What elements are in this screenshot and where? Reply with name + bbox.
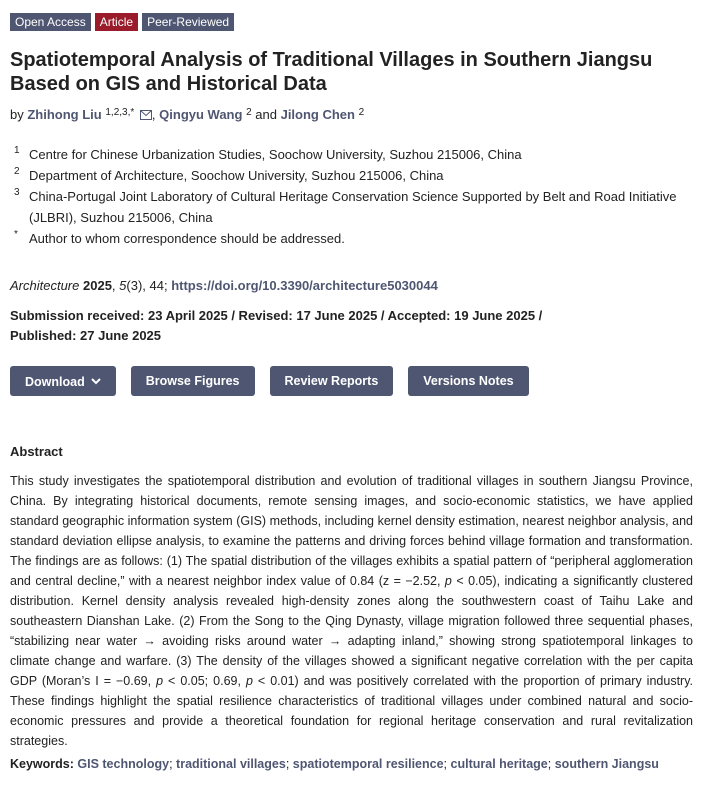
author-link-jilong-chen[interactable]: Jilong Chen xyxy=(280,107,355,122)
author-affil-sup: 1,2,3,* xyxy=(105,107,135,118)
citation-year: 2025 xyxy=(83,278,112,293)
affiliation-text: Author to whom correspondence should be addressed. xyxy=(29,231,345,246)
and-label: and xyxy=(255,107,277,122)
download-label: Download xyxy=(25,375,85,389)
affiliation-number: 2 xyxy=(14,166,20,177)
affiliation-item xyxy=(14,144,704,165)
affiliation-text: Centre for Chinese Urbanization Studies, Soochow University, Suzhou 215006, China xyxy=(29,147,522,162)
open-access-badge[interactable]: Open Access xyxy=(10,13,91,31)
journal-name: Architecture xyxy=(10,278,80,293)
email-icon[interactable] xyxy=(140,107,152,125)
chevron-down-icon xyxy=(91,366,101,396)
affiliation-item xyxy=(14,228,704,249)
peer-reviewed-badge[interactable]: Peer-Reviewed xyxy=(142,13,234,31)
keyword-link[interactable]: GIS technology xyxy=(77,757,170,771)
author-list xyxy=(10,106,364,125)
doi-link[interactable]: https://doi.org/10.3390/architecture5030044 xyxy=(171,278,438,293)
author-affil-sup: 2 xyxy=(358,107,365,118)
author-link-qingyu-wang[interactable]: Qingyu Wang xyxy=(159,107,243,122)
badge-row xyxy=(10,13,234,31)
keyword-separator: ; xyxy=(443,757,448,771)
author-affil-sup: 2 xyxy=(246,107,252,118)
affiliation-text: China-Portugal Joint Laboratory of Cultural Heritage Conservation Science Supported by Belt and Road Initiative (JLBRI), Suzhou 215006, China xyxy=(29,189,677,225)
citation-issue: (3) xyxy=(126,278,143,293)
citation-volume: 5 xyxy=(119,278,127,293)
keyword-link[interactable]: spatiotemporal resilience xyxy=(292,757,444,771)
versions-notes-button[interactable]: Versions Notes xyxy=(408,366,528,396)
keyword-link[interactable]: cultural heritage xyxy=(450,757,548,771)
keywords-label: Keywords: xyxy=(10,757,74,771)
abstract-part: < 0.05), indicating a significantly clustered distribution. Kernel density analysis revealed high-density zones along the southwestern coast of Taihu Lake and southeastern Dianshan Lake. (2) From the Song to the Qing Dynasty, village migration followed three sequential phases, “stabilizing near water → avoiding risks around water → adapting inland,” showing strong spatiotemporal linkages to climate change and warfare. (3) The density of the villages showed a significant negative correlation with the per capita GDP (Moran’s I = −0.69, xyxy=(10,574,693,688)
affiliation-text: Department of Architecture, Soochow University, Suzhou 215006, China xyxy=(29,168,444,183)
article-type-badge: Article xyxy=(95,13,138,31)
abstract-heading: Abstract xyxy=(10,444,63,459)
p-symbol: p xyxy=(156,674,164,688)
keyword-link[interactable]: southern Jiangsu xyxy=(554,757,659,771)
affiliation-item xyxy=(14,165,704,186)
affiliation-list xyxy=(14,144,704,249)
affiliation-number: * xyxy=(14,229,18,240)
keyword-link[interactable]: traditional villages xyxy=(176,757,286,771)
affiliation-number: 1 xyxy=(14,145,20,156)
keyword-separator: ; xyxy=(547,757,552,771)
abstract-part: < 0.05; 0.69, xyxy=(163,674,246,688)
citation-line: Architecture 2025, 5(3), 44; https://doi.org/10.3390/architecture5030044 xyxy=(10,278,438,293)
citation-article: , 44; xyxy=(142,278,172,293)
download-button[interactable] xyxy=(10,366,116,396)
browse-figures-button[interactable]: Browse Figures xyxy=(131,366,255,396)
abstract-part: This study investigates the spatiotemporal distribution and evolution of traditional villages in southern Jiangsu Province, China. By integrating historical documents, remote sensing images, and socio-economic statistics, we have applied standard geographic information system (GIS) methods, including kernel density estimation, nearest neighbor analysis, and standard deviation ellipse analysis, to examine the patterns and driving forces behind village formation and transformation. The findings are as follows: (1) The spatial distribution of the villages exhibits a spatial pattern of “peripheral agglomeration and central decline,” with a nearest neighbor index value of 0.84 (z = −2.52, xyxy=(10,474,693,588)
by-label: by xyxy=(10,107,24,122)
affiliation-item xyxy=(14,186,704,228)
keyword-separator: ; xyxy=(285,757,290,771)
keywords-line xyxy=(10,754,693,774)
keyword-separator: ; xyxy=(169,757,173,771)
abstract-text xyxy=(10,471,693,751)
action-button-row xyxy=(10,366,529,396)
affiliation-number: 3 xyxy=(14,187,20,198)
article-title: Spatiotemporal Analysis of Traditional Villages in Southern Jiangsu Based on GIS and Historical Data xyxy=(10,49,653,95)
author-comma: , xyxy=(151,107,156,122)
publication-dates: Submission received: 23 April 2025 / Revised: 17 June 2025 / Accepted: 19 June 2025 / Published: 27 June 2025 xyxy=(10,308,543,343)
abstract-part: < 0.01) and was positively correlated with the proportion of primary industry. These findings highlight the spatial resilience characteristics of traditional villages under combined natural and socio-economic pressures and provide a theoretical foundation for regional heritage conservation and rural revitalization strategies. xyxy=(10,674,694,748)
p-symbol: p xyxy=(245,674,253,688)
review-reports-button[interactable]: Review Reports xyxy=(270,366,394,396)
p-symbol: p xyxy=(444,574,452,588)
author-link-zhihong-liu[interactable]: Zhihong Liu xyxy=(27,107,102,122)
